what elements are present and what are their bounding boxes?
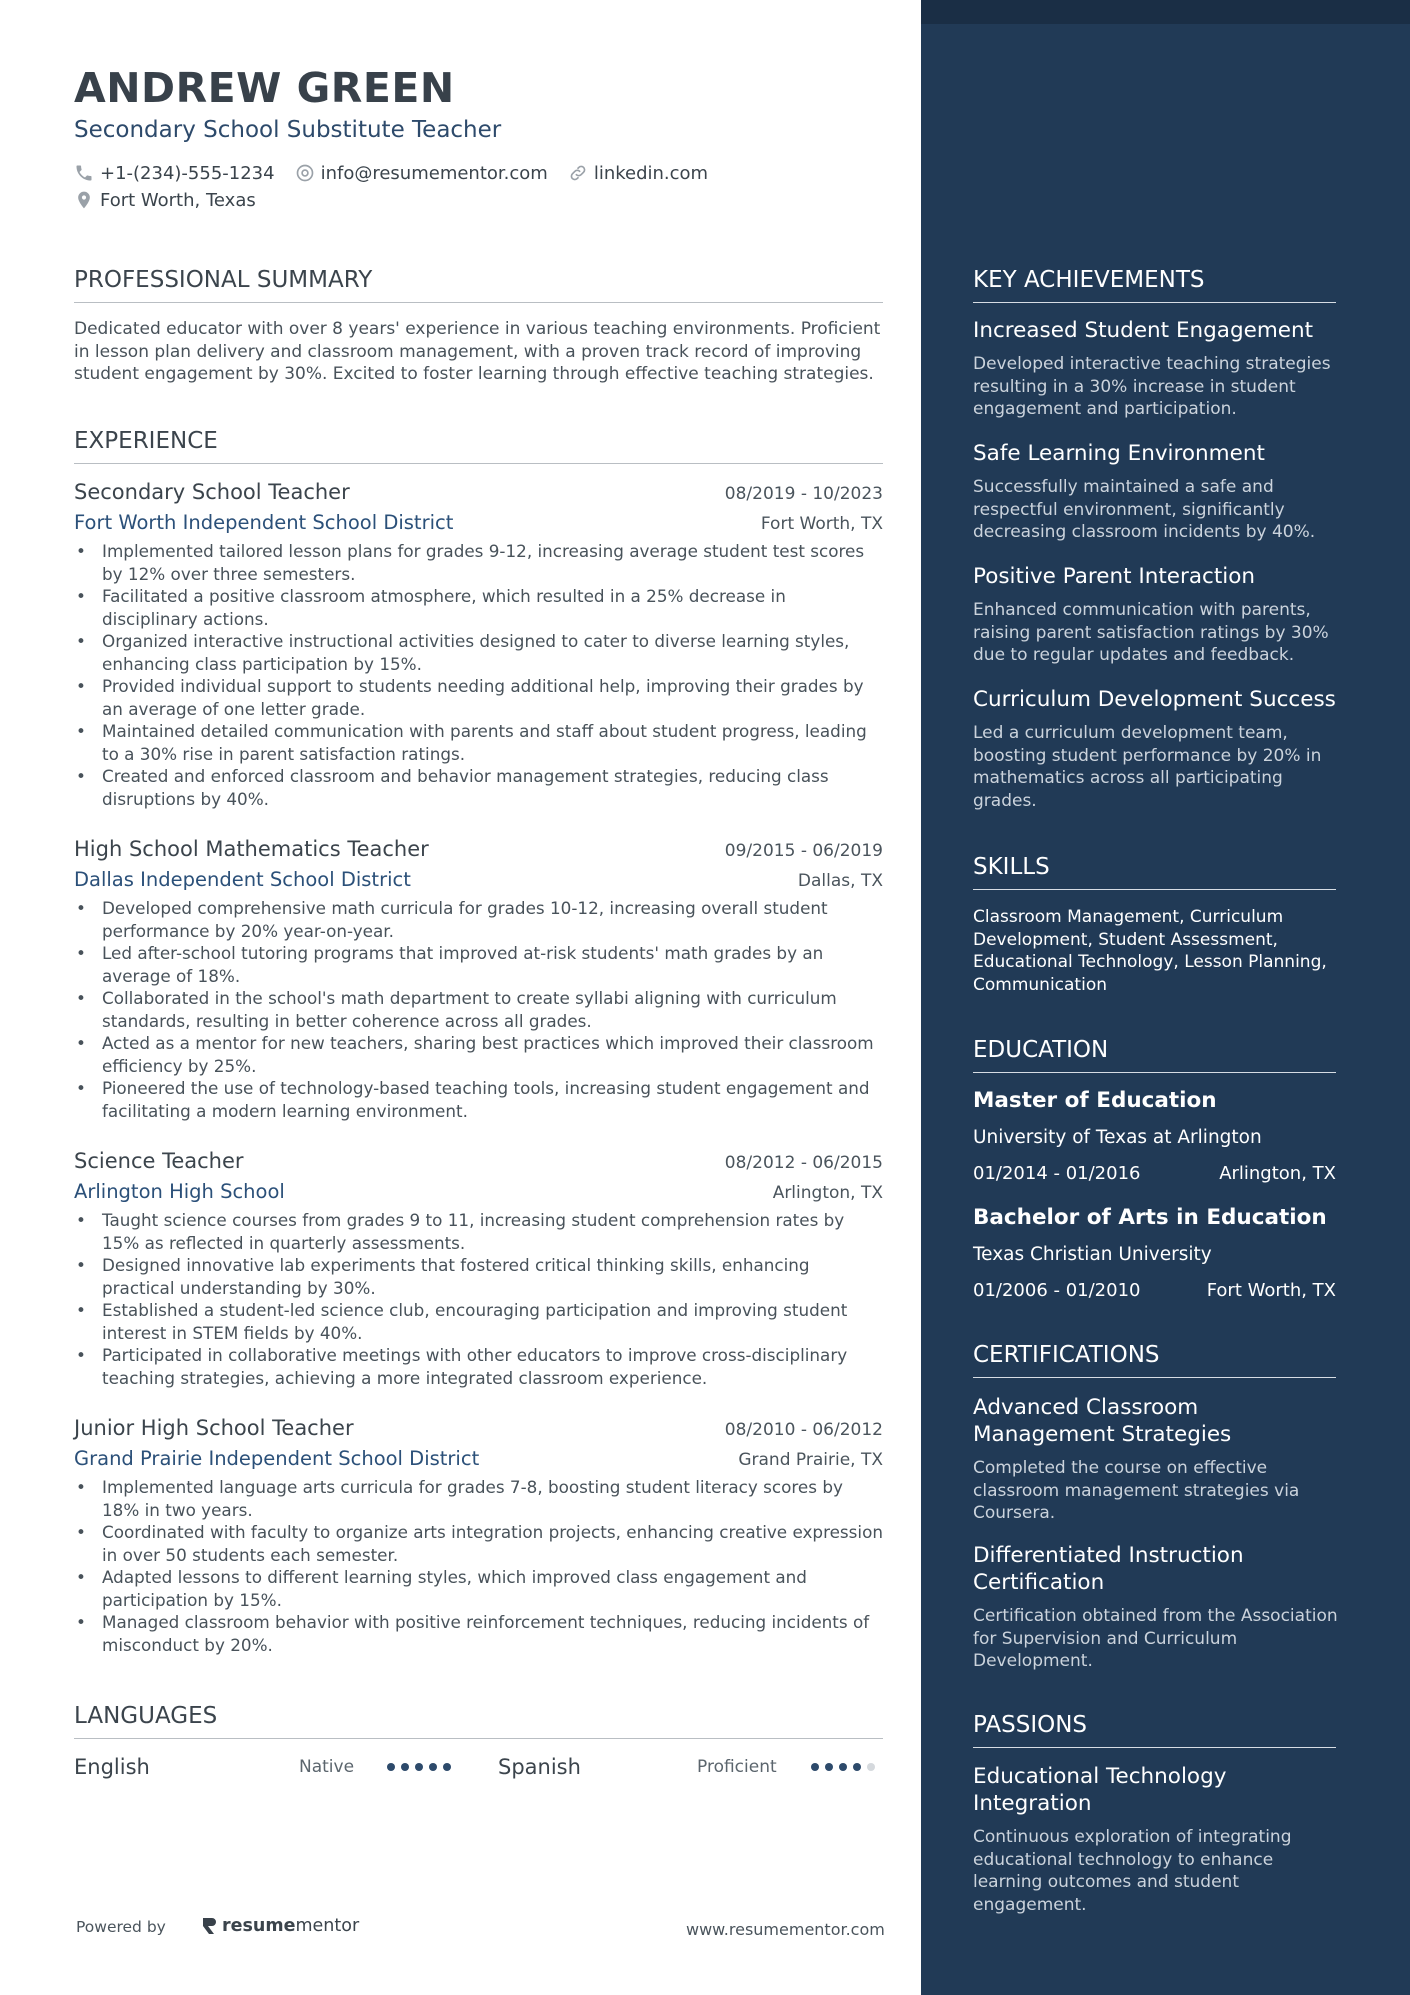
language-name: Spanish	[498, 1755, 581, 1779]
education-dates: 01/2006 - 01/2010	[973, 1280, 1141, 1301]
achievement-desc: Enhanced communication with parents, raising parent satisfaction ratings by 30% due to regular updates and feedback.	[973, 600, 1329, 665]
phone-text: +1-(234)-555-1234	[100, 162, 275, 184]
certification-title: Differentiated Instruction Certification	[973, 1543, 1244, 1595]
languages-heading: LANGUAGES	[74, 1703, 883, 1739]
contact-row-2	[74, 188, 276, 212]
passion-title: Educational Technology Integration	[973, 1764, 1227, 1816]
rating-dot-filled	[443, 1763, 451, 1771]
contact-row	[74, 161, 728, 185]
job-dates: 08/2010 - 06/2012	[724, 1420, 883, 1440]
contact-linkedin[interactable]	[568, 163, 708, 184]
job-organization: Dallas Independent School District	[74, 868, 411, 891]
passions-heading: PASSIONS	[973, 1712, 1336, 1748]
bullet-item: • Collaborated in the school's math department to create syllabi aligning with curriculum standards, resulting in better coherence across all grades.	[74, 987, 883, 1032]
rating-dot-filled	[811, 1763, 819, 1771]
bullet-item: • Led after-school tutoring programs that improved at-risk students' math grades by an average of 18%.	[74, 942, 883, 987]
skills-heading: SKILLS	[973, 854, 1336, 890]
language-level: Proficient	[697, 1757, 777, 1777]
education-school: Texas Christian University	[973, 1244, 1212, 1265]
rating-dot-filled	[415, 1763, 423, 1771]
job-organization: Grand Prairie Independent School District	[74, 1447, 480, 1470]
phone-icon	[74, 163, 94, 183]
language-level: Native	[299, 1757, 355, 1777]
rating-dot-filled	[401, 1763, 409, 1771]
language-item	[74, 1755, 459, 1779]
job-role: Science Teacher	[74, 1149, 244, 1173]
bullet-item: • Maintained detailed communication with parents and staff about student progress, leading to a 30% rise in parent satisfaction ratings.	[74, 720, 883, 765]
job-entry	[74, 837, 883, 1122]
bullet-item: • Facilitated a positive classroom atmosphere, which resulted in a 25% decrease in disciplinary actions.	[74, 585, 883, 630]
achievement-title: Curriculum Development Success	[973, 687, 1336, 712]
education-heading: EDUCATION	[973, 1037, 1336, 1073]
education-meta	[973, 1280, 1336, 1301]
job-location: Grand Prairie, TX	[738, 1450, 883, 1470]
rating-dot-filled	[839, 1763, 847, 1771]
bullet-item: • Developed comprehensive math curricula for grades 10-12, increasing overall student performance by 20% year-on-year.	[74, 897, 883, 942]
job-dates: 08/2012 - 06/2015	[724, 1153, 883, 1173]
bullet-item: • Pioneered the use of technology-based teaching tools, increasing student engagement and facilitating a modern learning environment.	[74, 1077, 883, 1122]
rating-dot-empty	[867, 1763, 875, 1771]
achievement-desc: Led a curriculum development team, boosting student performance by 20% in mathematics across all participating grades.	[973, 723, 1322, 811]
powered-by-label: Powered by	[76, 1918, 166, 1936]
bullet-item: • Organized interactive instructional activities designed to cater to diverse learning styles, enhancing class participation by 15%.	[74, 630, 883, 675]
job-role: Secondary School Teacher	[74, 480, 350, 504]
at-icon	[295, 163, 315, 183]
education-location: Fort Worth, TX	[1206, 1280, 1336, 1301]
job-bullets	[74, 1476, 883, 1656]
certification-desc: Completed the course on effective classroom management strategies via Coursera.	[973, 1458, 1300, 1523]
achievement-desc: Successfully maintained a safe and respectful environment, significantly decreasing classroom incidents by 40%.	[973, 477, 1316, 542]
candidate-name: ANDREW GREEN	[74, 64, 455, 112]
link-icon	[568, 163, 588, 183]
bullet-item: • Implemented tailored lesson plans for grades 9-12, increasing average student test scores by 12% over three semesters.	[74, 540, 883, 585]
achievement-title: Positive Parent Interaction	[973, 564, 1256, 589]
location-pin-icon	[74, 190, 94, 210]
education-dates: 01/2014 - 01/2016	[973, 1163, 1141, 1184]
bullet-item: • Participated in collaborative meetings with other educators to improve cross-disciplinary teaching strategies, achieving a more integrated classroom experience.	[74, 1344, 883, 1389]
bullet-item: • Managed classroom behavior with positive reinforcement techniques, reducing incidents of misconduct by 20%.	[74, 1611, 883, 1656]
education-degree: Master of Education	[973, 1088, 1217, 1113]
education-meta	[973, 1163, 1336, 1184]
bullet-item: • Provided individual support to students needing additional help, improving their grades by an average of one letter grade.	[74, 675, 883, 720]
resumementor-logo-icon	[200, 1916, 218, 1936]
achievement-desc: Developed interactive teaching strategies resulting in a 30% increase in student engagement and participation.	[973, 354, 1331, 419]
skills-list: Classroom Management, Curriculum Development, Student Assessment, Educational Technology, Lesson Planning, Communication	[973, 907, 1327, 995]
bullet-item: • Taught science courses from grades 9 to 11, increasing student comprehension rates by 15% as reflected in quarterly assessments.	[74, 1209, 883, 1254]
bullet-item: • Created and enforced classroom and behavior management strategies, reducing class disruptions by 40%.	[74, 765, 883, 810]
job-entry	[74, 1149, 883, 1389]
location-text: Fort Worth, Texas	[100, 189, 256, 211]
education-degree: Bachelor of Arts in Education	[973, 1205, 1327, 1230]
job-bullets	[74, 1209, 883, 1389]
rating-dot-filled	[825, 1763, 833, 1771]
bullet-item: • Coordinated with faculty to organize arts integration projects, enhancing creative expression in over 50 students each semester.	[74, 1521, 883, 1566]
job-dates: 09/2015 - 06/2019	[724, 841, 883, 861]
summary-text: Dedicated educator with over 8 years' experience in various teaching environments. Proficient in lesson plan delivery and classroom management, with a proven track record of improving student engagement by 30%. Excited to foster learning through effective teaching strategies.	[74, 319, 881, 384]
job-role: Junior High School Teacher	[74, 1416, 354, 1440]
education-location: Arlington, TX	[1219, 1163, 1336, 1184]
contact-email[interactable]	[295, 163, 548, 184]
job-bullets	[74, 897, 883, 1122]
bullet-item: • Acted as a mentor for new teachers, sharing best practices which improved their classroom efficiency by 25%.	[74, 1032, 883, 1077]
contact-location	[74, 190, 256, 211]
rating-dot-filled	[853, 1763, 861, 1771]
email-text: info@resumementor.com	[320, 162, 548, 184]
bullet-item: • Implemented language arts curricula for grades 7-8, boosting student literacy scores by 18% in two years.	[74, 1476, 883, 1521]
language-rating	[811, 1763, 881, 1771]
job-organization: Fort Worth Independent School District	[74, 511, 454, 534]
website-link[interactable]: www.resumementor.com	[686, 1920, 885, 1939]
language-item	[498, 1755, 883, 1779]
achievement-title: Increased Student Engagement	[973, 318, 1314, 343]
contact-phone[interactable]	[74, 163, 275, 184]
language-name: English	[74, 1755, 150, 1779]
linkedin-text: linkedin.com	[593, 162, 709, 184]
achievement-title: Safe Learning Environment	[973, 441, 1265, 466]
job-location: Fort Worth, TX	[760, 514, 883, 534]
achievements-heading: KEY ACHIEVEMENTS	[973, 267, 1336, 303]
job-location: Arlington, TX	[772, 1183, 883, 1203]
brand-name-rest: mentor	[295, 1916, 360, 1936]
bullet-item: • Adapted lessons to different learning styles, which improved class engagement and participation by 15%.	[74, 1566, 883, 1611]
brand-logo[interactable]	[200, 1916, 359, 1936]
job-bullets	[74, 540, 883, 810]
experience-heading: EXPERIENCE	[74, 428, 883, 464]
bullet-item: • Designed innovative lab experiments that fostered critical thinking skills, enhancing practical understanding by 30%.	[74, 1254, 883, 1299]
job-dates: 08/2019 - 10/2023	[724, 484, 883, 504]
passion-desc: Continuous exploration of integrating educational technology to enhance learning outcomes and student engagement.	[973, 1827, 1292, 1915]
language-rating	[387, 1763, 457, 1771]
sidebar-top-bar	[921, 0, 1410, 24]
job-location: Dallas, TX	[797, 871, 883, 891]
education-school: University of Texas at Arlington	[973, 1127, 1262, 1148]
bullet-item: • Established a student-led science club, encouraging participation and improving student interest in STEM fields by 40%.	[74, 1299, 883, 1344]
job-entry	[74, 1416, 883, 1656]
rating-dot-filled	[387, 1763, 395, 1771]
job-organization: Arlington High School	[74, 1180, 285, 1203]
brand-name-bold: resume	[222, 1916, 296, 1936]
certification-desc: Certification obtained from the Association for Supervision and Curriculum Development.	[973, 1606, 1338, 1671]
certifications-heading: CERTIFICATIONS	[973, 1342, 1336, 1378]
job-role: High School Mathematics Teacher	[74, 837, 429, 861]
certification-title: Advanced Classroom Management Strategies	[973, 1395, 1232, 1447]
rating-dot-filled	[429, 1763, 437, 1771]
job-entry	[74, 480, 883, 810]
candidate-title: Secondary School Substitute Teacher	[74, 117, 502, 143]
summary-heading: PROFESSIONAL SUMMARY	[74, 267, 883, 303]
